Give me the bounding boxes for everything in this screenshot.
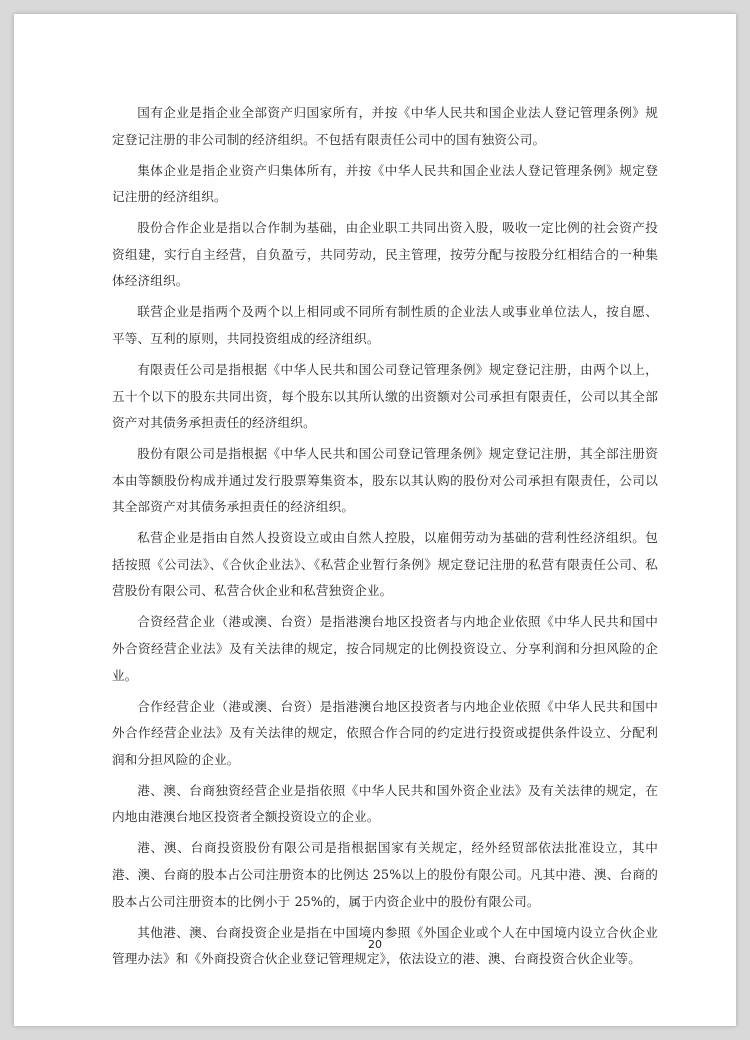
paragraph-joint-stock-cooperative: 股份合作企业是指以合作制为基础，由企业职工共同出资入股，吸收一定比例的社会资产投资组建，实行自主经营，自负盈亏，共同劳动，民主管理，按劳分配与按股分红相结合的一种集体经济组织。	[112, 220, 658, 289]
paragraph-hmt-joint-stock: 港、澳、台商投资股份有限公司是指根据国家有关规定，经外经贸部依法批准设立，其中港、澳、台商的股本占公司注册资本的比例达 25%以上的股份有限公司。凡其中港、澳、台商的股本占公司注册资本的比例小于 25%的，属于内资企业中的股份有限公司。	[112, 840, 658, 909]
page-number: 20	[368, 938, 382, 951]
paragraph-sole-proprietorship: 港、澳、台商独资经营企业是指依照《中华人民共和国外资企业法》及有关法律的规定，在内地由港澳台地区投资者全额投资设立的企业。	[112, 782, 658, 825]
paragraph-equity-joint-venture: 合资经营企业（港或澳、台资）是指港澳台地区投资者与内地企业依照《中华人民共和国中外合资经营企业法》及有关法律的规定，按合同规定的比例投资设立、分享利润和分担风险的企业。	[112, 614, 658, 683]
paragraph-cooperative-joint-venture: 合作经营企业（港或澳、台资）是指港澳台地区投资者与内地企业依照《中华人民共和国中外合作经营企业法》及有关法律的规定，依照合作合同的约定进行投资或提供条件设立、分配利润和分担风险的企业。	[112, 698, 658, 767]
paragraph-limited-liability: 有限责任公司是指根据《中华人民共和国公司登记管理条例》规定登记注册，由两个以上，五十个以下的股东共同出资，每个股东以其所认缴的出资额对公司承担有限责任，公司以其全部资产对其债务承担责任的经济组织。	[112, 361, 658, 431]
document-page	[14, 14, 736, 1026]
paragraph-private: 私营企业是指由自然人投资设立或由自然人控股，以雇佣劳动为基础的营利性经济组织。包括按照《公司法》、《合伙企业法》、《私营企业暂行条例》规定登记注册的私营有限责任公司、私营股份有限公司、私营合伙企业和私营独资企业。	[112, 530, 658, 599]
paragraph-other-hmt: 其他港、澳、台商投资企业是指在中国境内参照《外国企业或个人在中国境内设立合伙企业管理办法》和《外商投资合伙企业登记管理规定》，依法设立的港、澳、台商投资合伙企业等。	[112, 924, 658, 967]
paragraph-joint-stock-limited: 股份有限公司是指根据《中华人民共和国公司登记管理条例》规定登记注册，其全部注册资本由等额股份构成并通过发行股票筹集资本，股东以其认购的股份对公司承担有限责任，公司以其全部资产对其债务承担责任的经济组织。	[112, 446, 658, 515]
paragraph-state-owned: 国有企业是指企业全部资产归国家所有，并按《中华人民共和国企业法人登记管理条例》规定登记注册的非公司制的经济组织。不包括有限责任公司中的国有独资公司。	[112, 105, 658, 147]
paragraph-joint-venture: 联营企业是指两个及两个以上相同或不同所有制性质的企业法人或事业单位法人，按自愿、平等、互利的原则，共同投资组成的经济组织。	[112, 304, 658, 346]
document-body	[112, 100, 658, 977]
paragraph-collective: 集体企业是指企业资产归集体所有，并按《中华人民共和国企业法人登记管理条例》规定登记注册的经济组织。	[112, 162, 658, 205]
